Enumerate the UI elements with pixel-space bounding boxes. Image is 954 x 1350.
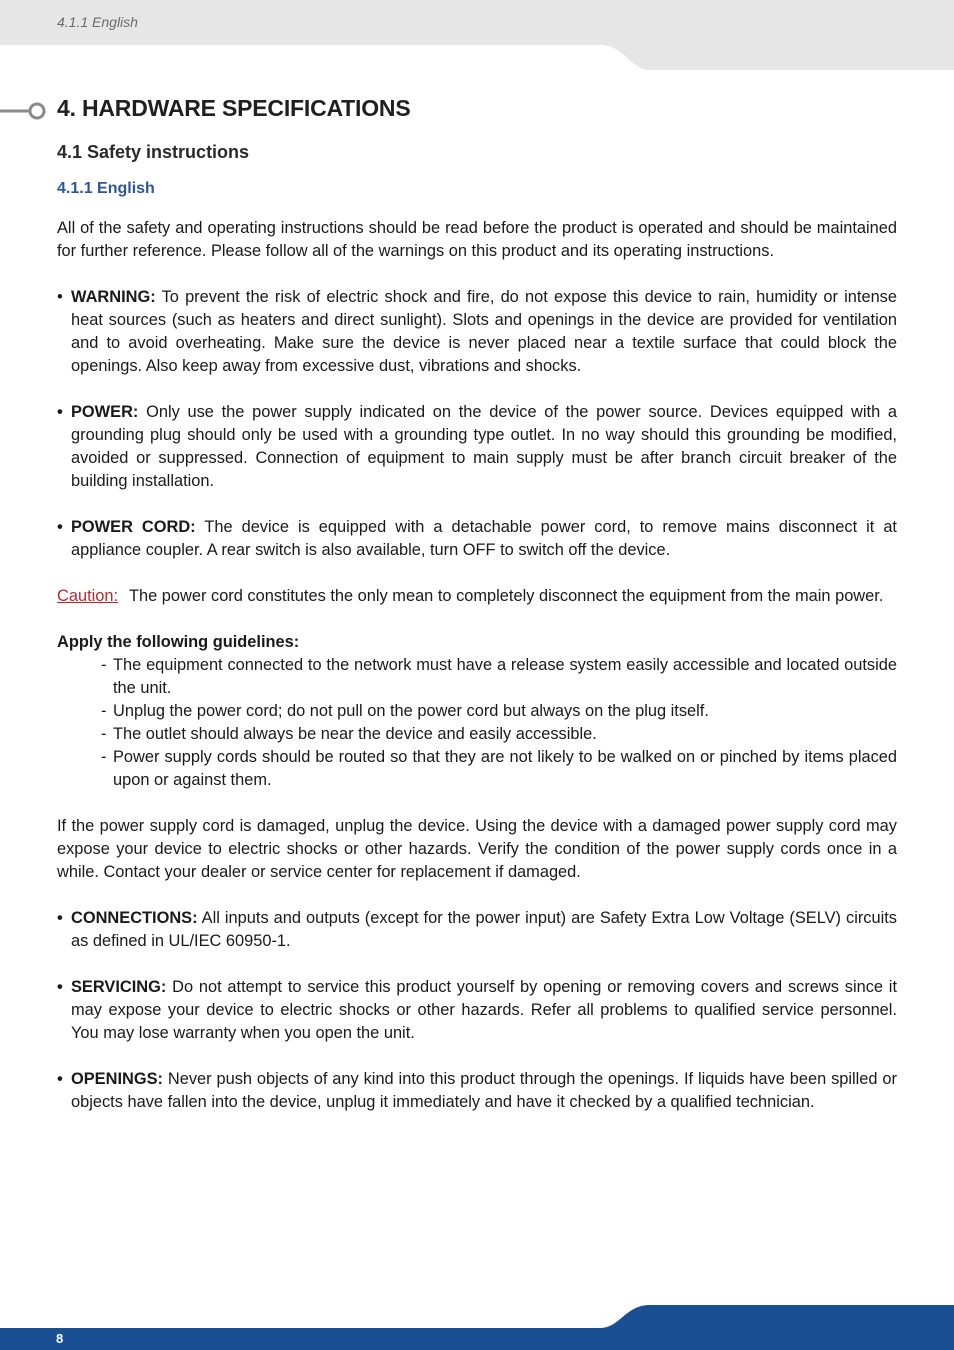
power-cord-item <box>57 516 897 562</box>
connections-item <box>57 907 897 953</box>
bullet-mark: • <box>57 403 63 421</box>
openings-item <box>57 1068 897 1114</box>
page-number: 8 <box>56 1331 64 1346</box>
chapter-title: 4. HARDWARE SPECIFICATIONS <box>57 95 411 121</box>
damaged-cord-paragraph: If the power supply cord is damaged, unplug the device. Using the device with a damaged power supply cord may expose your device to electric shocks or other hazards. Verify the condition of the power supply cords once in a while. Contact your dealer or service center for replacement if damaged. <box>57 817 897 881</box>
bullet-mark: • <box>57 909 63 927</box>
list-item: - Unplug the power cord; do not pull on the power cord but always on the plug itself. <box>101 702 709 720</box>
openings-text: Never push objects of any kind into this product through the openings. If liquids have been spilled or objects have fallen into the device, unplug it immediately and have it checked by a qualified technician. <box>71 1070 897 1111</box>
list-item: - The outlet should always be near the device and easily accessible. <box>101 725 597 743</box>
power-cord-text: The device is equipped with a detachable power cord, to remove mains disconnect it at appliance coupler. A rear switch is also available, turn OFF to switch off the device. <box>71 518 897 559</box>
warning-label: WARNING: <box>71 288 156 306</box>
power-label: POWER: <box>71 403 139 421</box>
power-text: Only use the power supply indicated on the device of the power source. Devices equipped with a grounding plug should only be used with a grounding type outlet. In no way should this grounding be modified, avoided or suppressed. Connection of equipment to main supply must be after branch circuit breaker of the building installation. <box>71 403 897 490</box>
power-item <box>57 401 897 493</box>
power-cord-label: POWER CORD: <box>71 518 196 536</box>
list-item: - Power supply cords should be routed so that they are not likely to be walked on or pinched by items placed upon or against them. <box>101 748 897 789</box>
bullet-mark: • <box>57 1070 63 1088</box>
connections-text: All inputs and outputs (except for the power input) are Safety Extra Low Voltage (SELV) circuits as defined in UL/IEC 60950-1. <box>71 909 897 950</box>
openings-label: OPENINGS: <box>71 1070 163 1088</box>
warning-text: To prevent the risk of electric shock and fire, do not expose this device to rain, humidity or intense heat sources (such as heaters and direct sunlight). Slots and openings in the device are provided for ventilation and to avoid overheating. Make sure the device is never placed near a textile surface that could block the openings. Also keep away from excessive dust, vibrations and shocks. <box>71 288 897 375</box>
servicing-text: Do not attempt to service this product yourself by opening or removing covers and screws since it may expose your device to electric shocks or other hazards. Refer all problems to qualified service personnel. You may lose warranty when you open the unit. <box>71 978 897 1042</box>
running-header: 4.1.1 English <box>57 14 138 30</box>
bullet-mark: • <box>57 978 63 996</box>
servicing-item <box>57 976 897 1045</box>
footer-band <box>0 1300 954 1350</box>
connections-label: CONNECTIONS: <box>71 909 198 927</box>
document-body <box>57 217 897 1114</box>
caution-note <box>57 585 897 608</box>
warning-item <box>57 286 897 378</box>
header-band <box>0 0 954 70</box>
subsection-title: 4.1.1 English <box>57 180 155 197</box>
intro-paragraph: All of the safety and operating instructions should be read before the product is operated and should be maintained for further reference. Please follow all of the warnings on this product and its operating instructions. <box>57 219 897 260</box>
guidelines-list <box>101 654 897 792</box>
section-title: 4.1 Safety instructions <box>57 142 250 162</box>
servicing-label: SERVICING: <box>71 978 167 996</box>
list-item: - The equipment connected to the network must have a release system easily accessible and located outside the unit. <box>101 656 897 697</box>
bullet-mark: • <box>57 518 63 536</box>
section-marker-icon <box>0 101 48 121</box>
caution-label: Caution: <box>57 587 119 605</box>
caution-text: The power cord constitutes the only mean to completely disconnect the equipment from the main power. <box>129 587 884 605</box>
guidelines-title: Apply the following guidelines: <box>57 633 300 651</box>
bullet-mark: • <box>57 288 63 306</box>
